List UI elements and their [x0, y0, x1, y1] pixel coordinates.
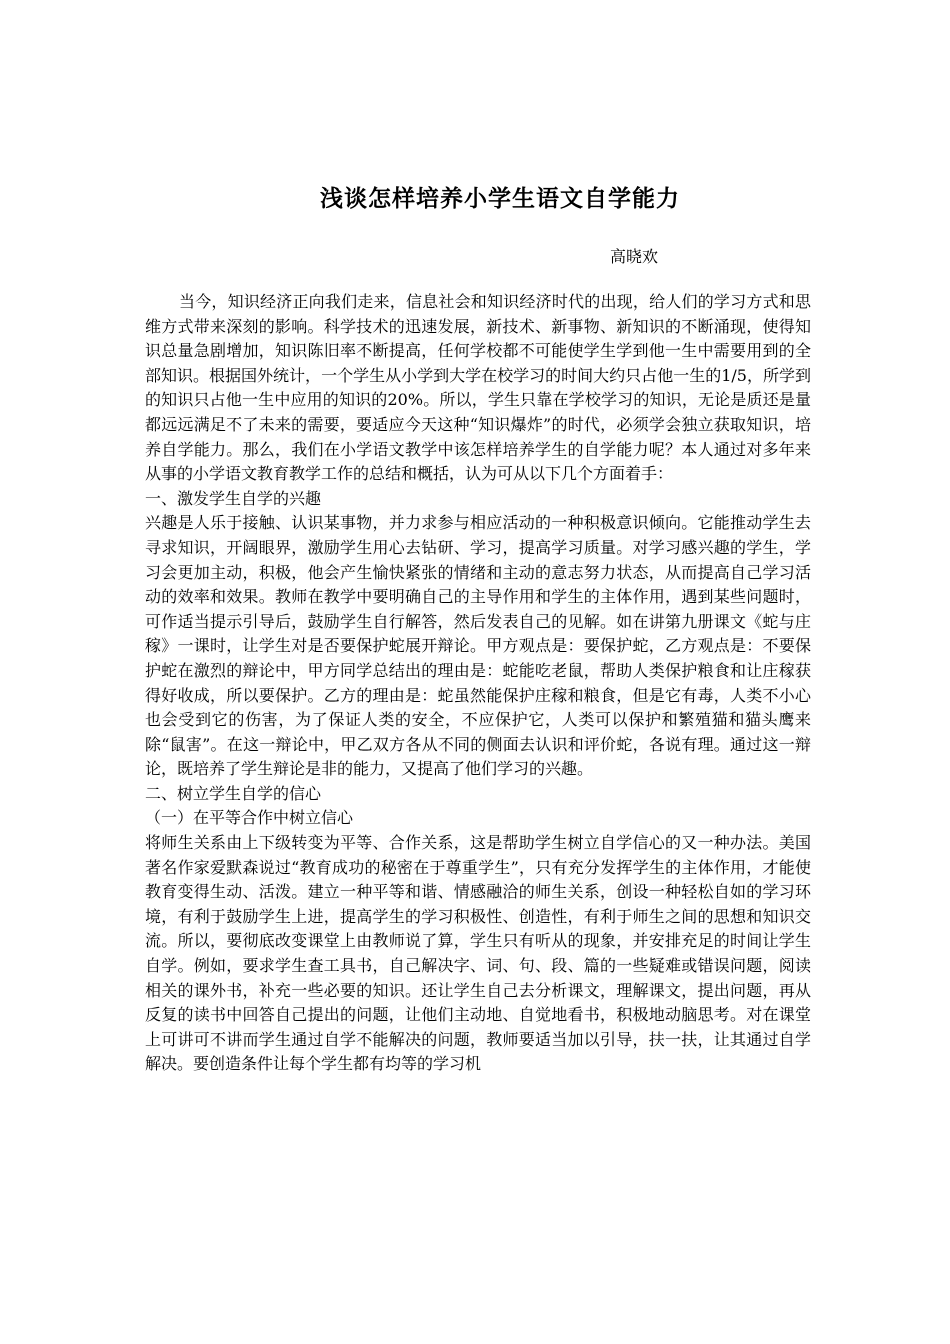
section-heading-confidence: 二、树立学生自学的信心 [145, 783, 322, 803]
section-heading-interest: 一、激发学生自学的兴趣 [145, 488, 322, 508]
author-name: 高晓欢 [610, 247, 659, 266]
interest-paragraph: 兴趣是人乐于接触、认识某事物，并力求参与相应活动的一种积极意识倾向。它能推动学生去寻求知识，开阔眼界，激励学生用心去钻研、学习，提高学习质量。对学习感兴趣的学生，学习会更加主动，积极，他会产生愉快紧张的情绪和主动的意志努力状态，从而提高自己学习活动的效率和效果。教师在教学中要明确自己的主导作用和学生的主体作用，遇到某些问题时，可作适当提示引导后，鼓励学生自行解答，然后发表自己的见解。如在讲第九册课文《蛇与庄稼》一课时，让学生对是否要保护蛇展开辩论。甲方观点是：要保护蛇，乙方观点是：不要保护蛇在激烈的辩论中，甲方同学总结出的理由是：蛇能吃老鼠，帮助人类保护粮食和让庄稼获得好收成，所以要保护。乙方的理由是：蛇虽然能保护庄稼和粮食，但是它有毒，人类不小心也会受到它的伤害，为了保证人类的安全，不应保护它，人类可以保护和繁殖猫和猫头鹰来除“鼠害”。在这一辩论中，甲乙双方各从不同的侧面去认识和评价蛇，各说有理。通过这一辩论，既培养了学生辩论是非的能力，又提高了他们学习的兴趣。 [145, 513, 811, 779]
intro-paragraph: 当今，知识经济正向我们走来，信息社会和知识经济时代的出现，给人们的学习方式和思维方式带来深刻的影响。科学技术的迅速发展，新技术、新事物、新知识的不断涌现，使得知识总量急剧增加，知识陈旧率不断提高，任何学校都不可能使学生学到他一生中需要用到的全部知识。根据国外统计，一个学生从小学到大学在校学习的时间大约只占他一生的1/5，所学到的知识只占他一生中应用的知识的20%。所以，学生只靠在学校学习的知识，无论是质还是量都远远满足不了未来的需要，要适应今天这种“知识爆炸”的时代，必须学会独立获取知识，培养自学能力。那么，我们在小学语文教学中该怎样培养学生的自学能力呢？本人通过对多年来从事的小学语文教育教学工作的总结和概括，认为可从以下几个方面着手： [145, 292, 811, 484]
subsection-heading-cooperation: （一）在平等合作中树立信心 [145, 808, 354, 828]
cooperation-paragraph: 将师生关系由上下级转变为平等、合作关系，这是帮助学生树立自学信心的又一种办法。美国著名作家爱默森说过“教育成功的秘密在于尊重学生”，只有充分发挥学生的主体作用，才能使教育变得生动、活泼。建立一种平等和谐、情感融洽的师生关系，创设一种轻松自如的学习环境，有利于鼓励学生上进，提高学生的学习积极性、创造性，有利于师生之间的思想和知识交流。所以，要彻底改变课堂上由教师说了算，学生只有听从的现象，并安排充足的时间让学生自学。例如，要求学生查工具书，自己解决字、词、句、段、篇的一些疑难或错误问题，阅读相关的课外书，补充一些必要的知识。还让学生自己去分析课文，理解课文，提出问题，再从反复的读书中回答自己提出的问题，让他们主动地、自觉地看书，积极地动脑思考。对在课堂上可讲可不讲而学生通过自学不能解决的问题，教师要适当加以引导，扶一扶，让其通过自学解决。要创造条件让每个学生都有均等的学习机 [145, 833, 811, 1074]
page-title: 浅谈怎样培养小学生语文自学能力 [320, 185, 680, 212]
article-body [145, 290, 811, 1077]
